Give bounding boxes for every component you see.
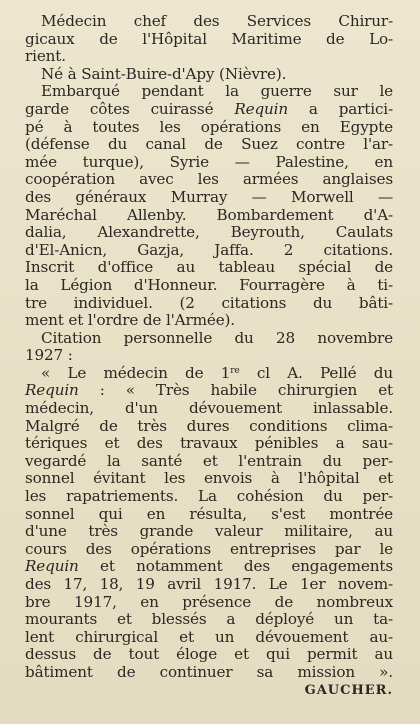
article-line bbox=[25, 365, 393, 383]
article-line: bâtiment de continuer sa mission ». bbox=[25, 662, 393, 681]
ship-name: Requin bbox=[234, 99, 288, 118]
ship-name: Requin bbox=[25, 557, 79, 576]
text-fragment: garde côtes cuirassé bbox=[25, 99, 235, 118]
article-line: les rapatriements. La cohésion du per- bbox=[25, 487, 393, 506]
article-line: sonnel évitant les envois à l'hôpital et bbox=[25, 469, 393, 488]
article-line: mée turque), Syrie — Palestine, en bbox=[25, 152, 393, 171]
article-line: lent chirurgical et un dévouement au- bbox=[25, 627, 393, 646]
signature: GAUCHER. bbox=[304, 682, 393, 698]
article-line: d'une très grande valeur militaire, au bbox=[25, 522, 393, 541]
article-line: sonnel qui en résulta, s'est montrée bbox=[25, 504, 393, 523]
article-line: gicaux de l'Hôpital Maritime de Lo- bbox=[25, 29, 393, 48]
article-line: des 17, 18, 19 avril 1917. Le 1er novem- bbox=[25, 575, 393, 593]
article-column bbox=[25, 13, 393, 699]
article-line: d'El-Anicn, Gazja, Jaffa. 2 citations. bbox=[25, 240, 393, 259]
article-line: coopération avec les armées anglaises bbox=[25, 170, 393, 189]
article-line: Malgré de très dures conditions clima- bbox=[25, 416, 393, 435]
article-line: pé à toutes les opérations en Egypte bbox=[25, 117, 393, 136]
article-line: mourants et blessés a déployé un ta- bbox=[25, 610, 393, 629]
text-fragment: : « Très habile chirurgien et bbox=[78, 381, 393, 400]
ship-name: Requin bbox=[25, 381, 79, 400]
ordinal-superscript: re bbox=[230, 365, 240, 376]
article-line: vegardé la santé et l'entrain du per- bbox=[25, 451, 393, 470]
article-line: dessus de tout éloge et qui permit au bbox=[25, 645, 393, 664]
article-line: rient. bbox=[25, 47, 66, 66]
text-fragment: et notamment des engagements bbox=[78, 557, 393, 576]
article-line: (défense du canal de Suez contre l'ar- bbox=[25, 135, 393, 154]
article-line: Maréchal Allenby. Bombardement d'A- bbox=[25, 205, 393, 224]
article-line: Né à Saint-Buire-d'Apy (Nièvre). bbox=[41, 64, 287, 83]
text-fragment: a partici- bbox=[288, 99, 393, 118]
article-line: Inscrit d'office au tableau spécial de bbox=[25, 258, 393, 277]
article-line: ment et l'ordre de l'Armée). bbox=[25, 311, 235, 330]
article-line: Citation personnelle du 28 novembre bbox=[41, 328, 393, 347]
article-line: bre 1917, en présence de nombreux bbox=[25, 592, 393, 611]
article-line: la Légion d'Honneur. Fourragère à ti- bbox=[25, 275, 393, 294]
article-line bbox=[25, 101, 393, 119]
article-line: Embarqué pendant la guerre sur le bbox=[41, 82, 393, 101]
text-fragment: cl A. Pellé du bbox=[239, 363, 394, 382]
article-line: Médecin chef des Services Chirur- bbox=[41, 12, 393, 30]
article-line bbox=[25, 558, 393, 576]
article-line: dalia, Alexandrette, Beyrouth, Caulats bbox=[25, 223, 393, 242]
text-fragment: « Le médecin de 1 bbox=[41, 363, 231, 382]
article-line: tériques et des travaux pénibles a sau- bbox=[25, 434, 393, 453]
article-line: 1927 : bbox=[25, 346, 73, 365]
article-line: cours des opérations entreprises par le bbox=[25, 539, 393, 558]
article-line bbox=[25, 382, 393, 400]
article-line: tre individuel. (2 citations du bâti- bbox=[25, 293, 393, 312]
article-line: médecin, d'un dévouement inlassable. bbox=[25, 399, 393, 418]
article-line: des généraux Murray — Morwell — bbox=[25, 187, 393, 206]
